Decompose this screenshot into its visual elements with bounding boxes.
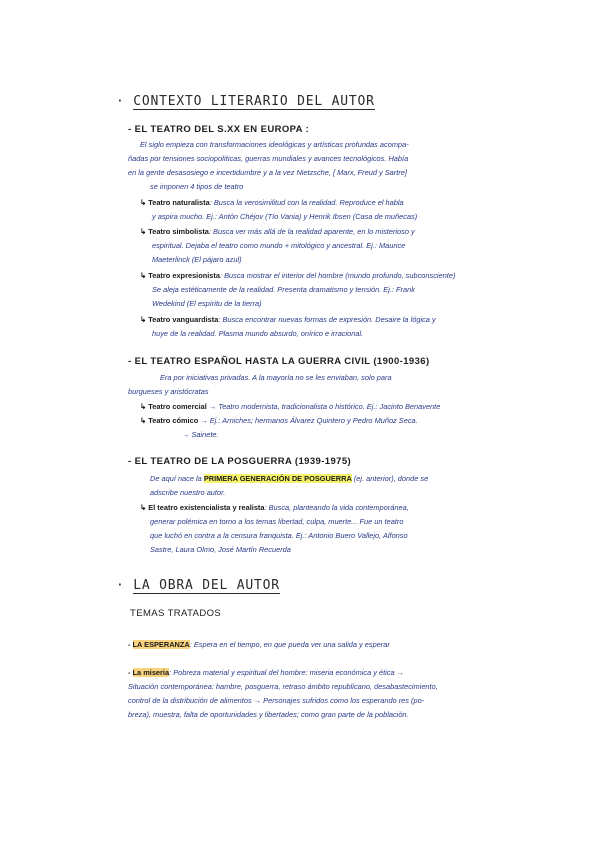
list-item-miseria: - La miseria: Pobreza material y espiritual del hombre: miseria económica y ética → — [128, 668, 405, 677]
list-item-comercial: ↳ Teatro comercial → Teatro modernista, tradicionalista o histórico. Ej.: Jacinto Benavente — [140, 402, 441, 411]
term: Teatro cómico — [148, 416, 199, 425]
list-item-line: control de la distribución de alimentos → Personajes sufridos como los esperando res (po- — [128, 696, 425, 705]
list-item-line: Wedekind (El espíritu de la tierra) — [152, 299, 262, 308]
item-text: : Pobreza material y espiritual del hombre: miseria económica y ética → — [169, 668, 405, 677]
list-item-sainete: → Sainete. — [182, 430, 219, 439]
section-heading-obra: · LA OBRA DEL AUTOR — [116, 578, 280, 593]
subheading-text: EL TEATRO DE LA POSGUERRA (1939-1975) — [134, 456, 352, 467]
text-part: (ej. anterior), donde se — [351, 474, 429, 483]
paragraph-line: El siglo empieza con transformaciones ideológicas y artísticas profundas acompa- — [140, 140, 409, 149]
subheading-spain: - EL TEATRO ESPAÑOL HASTA LA GUERRA CIVIL (1900-1936) — [128, 356, 430, 367]
paragraph-line: Era por iniciativas privadas. A la mayoría no se les enviaban, solo para — [160, 373, 392, 382]
list-item-esperanza: - LA ESPERANZA: Espera en el tiempo, en que pueda ver una salida y esperar — [128, 640, 390, 649]
paragraph-line: en la gente desasosiego e incertidumbre y a la vez Nietzsche, [ Marx, Freud y Sartre] — [128, 168, 407, 177]
text-part: De aquí nace la — [150, 474, 204, 483]
term: La miseria — [132, 668, 170, 677]
section-heading-context: · CONTEXTO LITERARIO DEL AUTOR — [116, 94, 375, 109]
highlighted-term: PRIMERA GENERACIÓN DE POSGUERRA — [203, 474, 352, 483]
term: Teatro comercial — [148, 402, 207, 411]
item-text: : Busca, planteando la vida contemporánea, — [264, 503, 409, 512]
item-text: → Teatro modernista, tradicionalista o histórico. Ej.: Jacinto Benavente — [206, 402, 441, 411]
list-item-line: huye de la realidad. Plasma mundo absurdo, onírico e irracional. — [152, 329, 364, 338]
paragraph-line: ñadas por tensiones sociopolíticas, guerras mundiales y avances tecnológicos. Había — [128, 154, 409, 163]
item-text: → Ej.: Arniches; hermanos Álvarez Quintero y Pedro Muñoz Seca. — [198, 416, 418, 425]
item-text: : Busca mostrar el interior del hombre (mundo profundo, subconsciente) — [220, 271, 456, 280]
term: LA ESPERANZA — [132, 640, 190, 649]
item-text: : Busca ver más allá de la realidad aparente, en lo misterioso y — [208, 227, 415, 236]
list-item-line: Situación contemporánea: hambre, posguerra, retraso ámbito republicano, desabastecimiento, — [128, 682, 438, 691]
item-text: : Busca la verosimilitud con la realidad. Reproduce el habla — [209, 198, 404, 207]
list-item-vanguardista: ↳ Teatro vanguardista: Busca encontrar nuevas formas de expresión. Desaire la lógica y — [140, 315, 436, 324]
list-item-line: que luchó en contra a la censura franquista. Ej.: Antonio Buero Vallejo, Alfonso — [150, 531, 408, 540]
paragraph-line: se imponen 4 tipos de teatro — [150, 182, 244, 191]
list-item-line: Maeterlinck (El pájaro azul) — [152, 255, 242, 264]
paragraph-line — [150, 472, 428, 487]
list-item-naturalista: ↳ Teatro naturalista: Busca la verosimilitud con la realidad. Reproduce el habla — [140, 198, 404, 207]
subheading-postwar: - EL TEATRO DE LA POSGUERRA (1939-1975) — [128, 456, 352, 467]
list-item-comico: ↳ Teatro cómico → Ej.: Arniches; hermanos Álvarez Quintero y Pedro Muñoz Seca. — [140, 416, 418, 425]
heading-text: LA OBRA DEL AUTOR — [133, 578, 280, 593]
term: Teatro simbolista — [148, 227, 209, 236]
list-item-existencial: ↳ El teatro existencialista y realista: Busca, planteando la vida contemporánea, — [140, 503, 409, 512]
paragraph-line: burgueses y aristócratas — [128, 387, 209, 396]
item-text: : Espera en el tiempo, en que pueda ver una salida y esperar — [189, 640, 390, 649]
list-item-expresionista: ↳ Teatro expresionista: Busca mostrar el interior del hombre (mundo profundo, subconsciente) — [140, 271, 456, 280]
list-item-simbolista: ↳ Teatro simbolista: Busca ver más allá de la realidad aparente, en lo misterioso y — [140, 227, 415, 236]
list-item-line: y aspira mucho. Ej.: Antón Chéjov (Tío Vania) y Henrik Ibsen (Casa de muñecas) — [152, 212, 418, 221]
term: El teatro existencialista y realista — [148, 503, 265, 512]
list-item-line: Sastre, Laura Olmo, José Martín Recuerda — [150, 545, 291, 554]
subheading-text: EL TEATRO ESPAÑOL HASTA LA GUERRA CIVIL (1900-1936) — [134, 356, 430, 367]
item-text: : Busca encontrar nuevas formas de expresión. Desaire la lógica y — [218, 315, 436, 324]
term: Teatro expresionista — [148, 271, 220, 280]
term: Teatro naturalista — [148, 198, 210, 207]
list-item-line: breza), muestra, falta de oportunidades y libertades; como gran parte de la población. — [128, 710, 409, 719]
list-item-line: Se aleja estéticamente de la realidad. Presenta dramatismo y tensión. Ej.: Frank — [152, 285, 415, 294]
heading-text: CONTEXTO LITERARIO DEL AUTOR — [133, 94, 375, 109]
subheading-text: EL TEATRO DEL S.XX EN EUROPA : — [134, 124, 310, 135]
paragraph-line: adscribe nuestro autor. — [150, 488, 226, 497]
list-item-line: espiritual. Dejaba el teatro como mundo + mitológico y ancestral. Ej.: Maurice — [152, 241, 406, 250]
subheading-temas: TEMAS TRATADOS — [130, 608, 222, 619]
list-item-line: generar polémica en torno a los temas libertad, culpa, muerte... Fue un teatro — [150, 517, 404, 526]
term: Teatro vanguardista — [148, 315, 219, 324]
subheading-europe: - EL TEATRO DEL S.XX EN EUROPA : — [128, 124, 310, 135]
